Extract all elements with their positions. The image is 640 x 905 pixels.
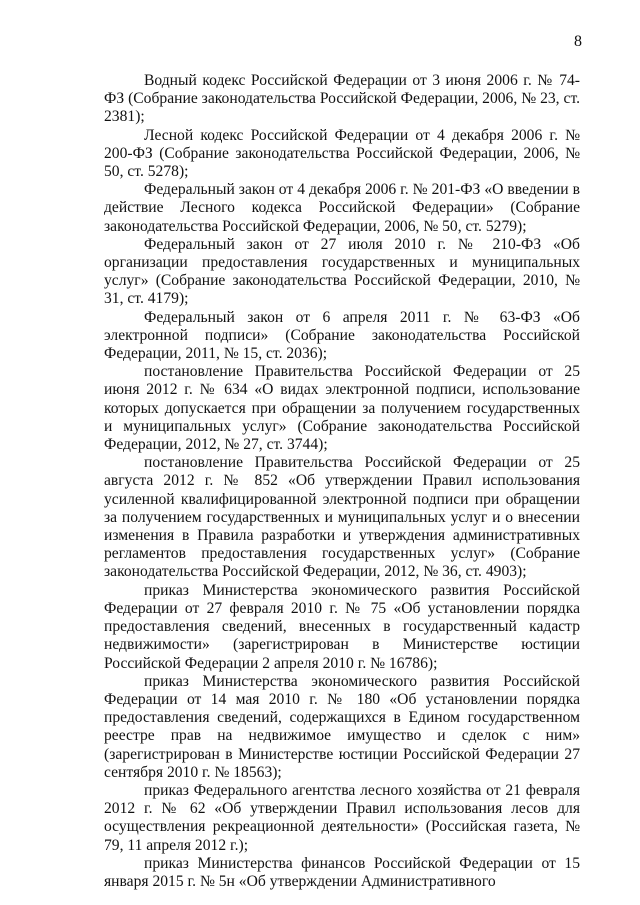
paragraph-forest-code: Лесной кодекс Российской Федерации от 4 декабря 2006 г. № 200-ФЗ (Собрание законодательства Российской Федерации, 2006, № 50, ст. 5278); xyxy=(104,126,580,181)
paragraph-law-63fz: Федеральный закон от 6 апреля 2011 г. № 63-ФЗ «Об электронной подписи» (Собрание законодательства Российской Федерации, 2011, № 15, ст. 2036); xyxy=(104,308,580,363)
paragraph-order-62: приказ Федерального агентства лесного хозяйства от 21 февраля 2012 г. № 62 «Об утверждении Правил использования лесов для осуществления рекреационной деятельности» (Российская газета, № 79, 11 апреля 2012 г.); xyxy=(104,781,580,854)
paragraph-law-201fz: Федеральный закон от 4 декабря 2006 г. № 201-ФЗ «О введении в действие Лесного кодекса Российской Федерации» (Собрание законодательства Российской Федерации, 2006, № 50, ст. 5279); xyxy=(104,181,580,235)
paragraph-order-75: приказ Министерства экономического развития Российской Федерации от 27 февраля 2010 г. № 75 «Об установлении порядка предоставления сведений, внесенных в государственный кадастр недвижимости» (зарегистрирован в Министерстве юстиции Российской Федерации 2 апреля 2010 г. № 16786); xyxy=(104,581,580,672)
document-body xyxy=(104,72,580,891)
page-number: 8 xyxy=(574,33,582,50)
paragraph-law-210fz: Федеральный закон от 27 июля 2010 г. № 210-ФЗ «Об организации предоставления государственных и муниципальных услуг» (Собрание законодательства Российской Федерации, 2010, № 31, ст. 4179); xyxy=(104,235,580,308)
paragraph-resolution-852: постановление Правительства Российской Федерации от 25 августа 2012 г. № 852 «Об утверждении Правил использования усиленной квалифицированной электронной подписи при обращении за получением государственных и муниципальных услуг и о внесении изменения в Правила разработки и утверждения административных регламентов предоставления государственных услуг» (Собрание законодательства Российской Федерации, 2012, № 36, ст. 4903); xyxy=(104,454,580,581)
paragraph-resolution-634: постановление Правительства Российской Федерации от 25 июня 2012 г. № 634 «О видах электронной подписи, использование которых допускается при обращении за получением государственных и муниципальных услуг» (Собрание законодательства Российской Федерации, 2012, № 27, ст. 3744); xyxy=(104,363,580,454)
paragraph-order-5n: приказ Министерства финансов Российской Федерации от 15 января 2015 г. № 5н «Об утверждении Административного xyxy=(104,854,580,890)
paragraph-order-180: приказ Министерства экономического развития Российской Федерации от 14 мая 2010 г. № 180 «Об установлении порядка предоставления сведений, содержащихся в Едином государственном реестре прав на недвижимое имущество и сделок с ним» (зарегистрирован в Министерстве юстиции Российской Федерации 27 сентября 2010 г. № 18563); xyxy=(104,672,580,781)
paragraph-water-code: Водный кодекс Российской Федерации от 3 июня 2006 г. № 74-ФЗ (Собрание законодательства Российской Федерации, 2006, № 23, ст. 2381); xyxy=(104,72,580,126)
